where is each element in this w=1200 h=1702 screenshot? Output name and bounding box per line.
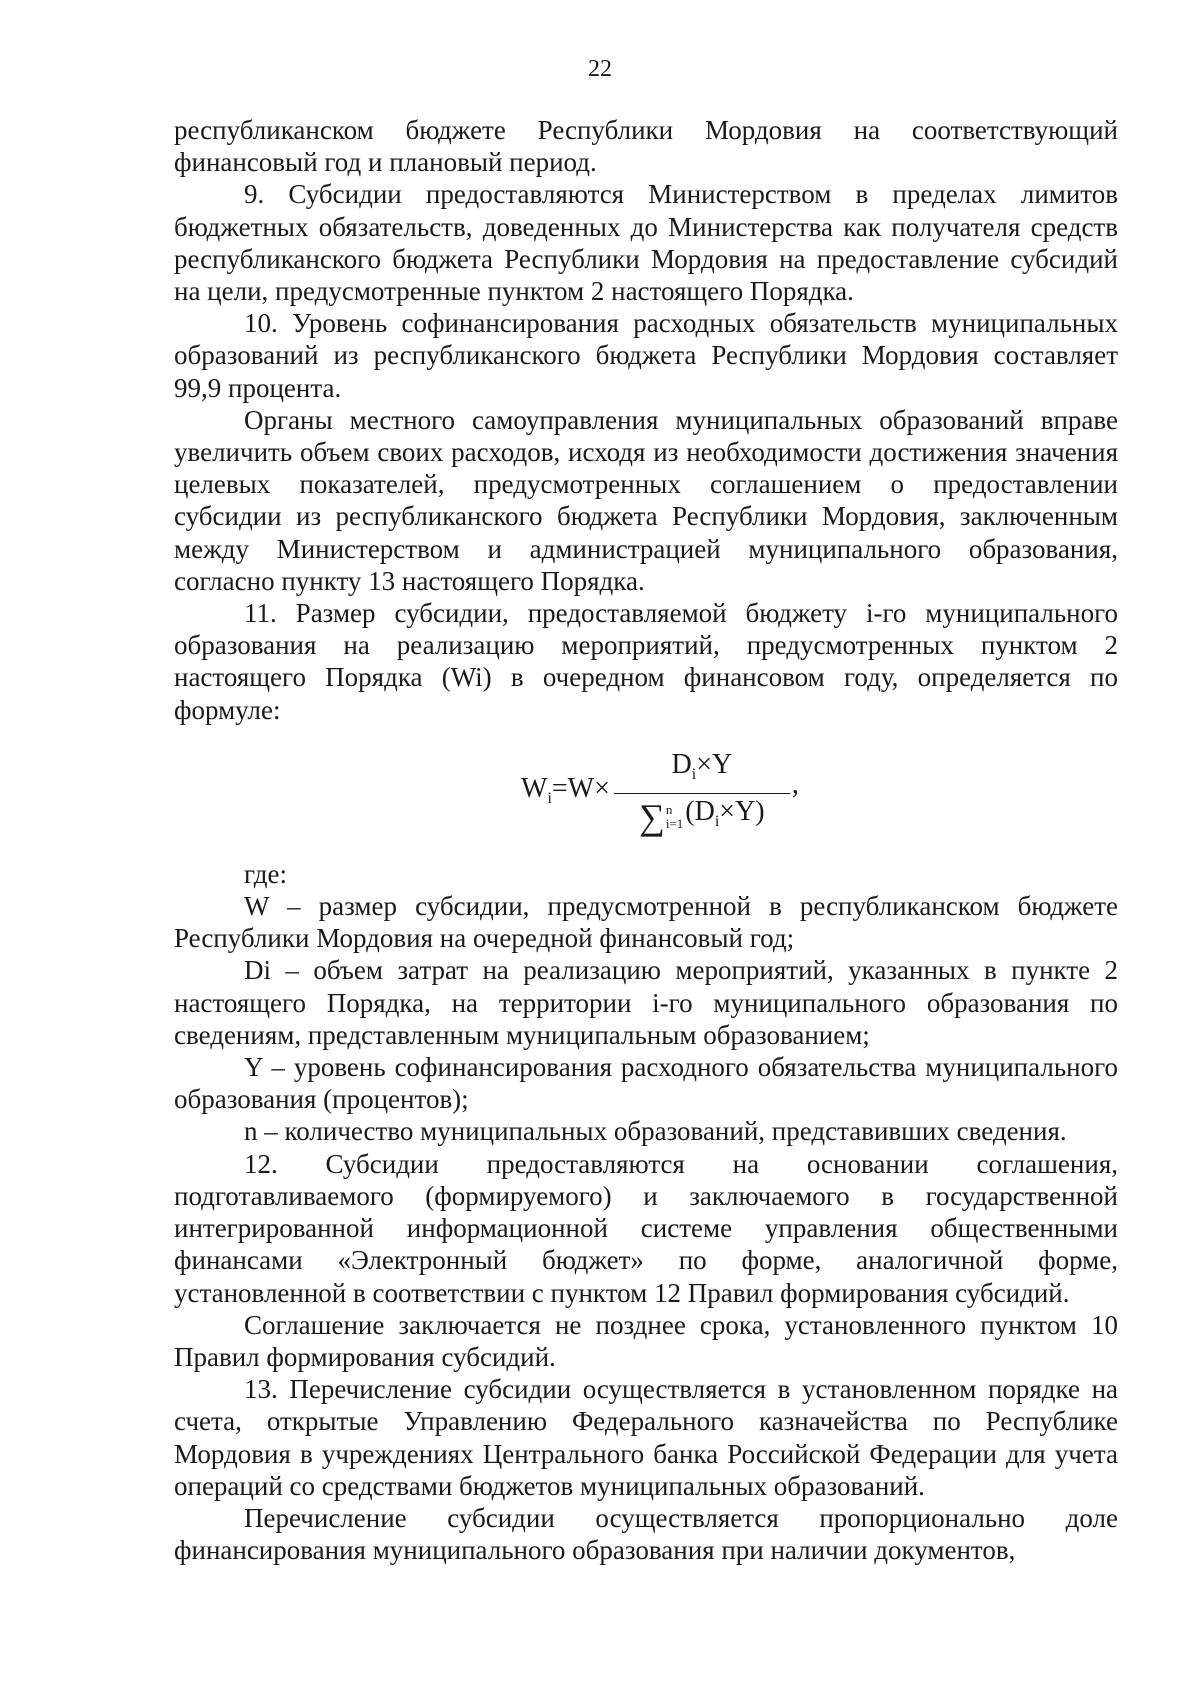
formula-numerator [664,749,741,793]
formula-denominator [639,794,764,838]
paragraph: 10. Уровень софинансирования расходных обязательств муниципальных образований из республиканского бюджета Республики Мордовия составляет 99,9 процента. [174,308,1118,403]
formula-lhs-sub: i [547,789,552,807]
sigma-symbol: ∑ [639,797,665,838]
paragraphs-after-formula [174,858,1118,1566]
paragraph: Перечисление субсидии осуществляется пропорционально доле финансирования муниципального образования при наличии документов, [174,1502,1118,1566]
formula-expression [521,744,799,844]
paragraph: Органы местного самоуправления муниципальных образований вправе увеличить объем своих расходов, исходя из необходимости достижения значения целевых показателей, предусмотренных соглашением о предоставлении субсидии из республиканского бюджета Республики Мордовия, заключенным между Министерством и администрацией муниципального образования, согласно пункту 13 настоящего Порядка. [174,404,1118,596]
paragraphs-before-formula [174,114,1118,726]
paragraph: Di – объем затрат на реализацию мероприятий, указанных в пункте 2 настоящего Порядка, на территории i-го муниципального образования по сведениям, представленным муниципальным образованием; [174,955,1118,1050]
sigma-lower: i=1 [665,816,684,832]
numerator-sub: i [691,766,697,784]
denominator-open: (D [685,796,715,828]
denominator-expression [685,796,764,838]
formula-lhs [521,773,614,815]
formula-lhs-main: W [521,772,548,804]
paragraph: 9. Субсидии предоставляются Министерством в пределах лимитов бюджетных обязательств, доведенных до Министерства как получателя средств республиканского бюджета Республики Мордовия на предоставление субсидий на цели, предусмотренные пунктом 2 настоящего Порядка. [174,179,1118,307]
paragraph: 11. Размер субсидии, предоставляемой бюджету i-го муниципального образования на реализацию мероприятий, предусмотренных пунктом 2 настоящего Порядка (Wi) в очередном финансовом году, определяется по формуле: [174,598,1118,725]
paragraph: W – размер субсидии, предусмотренной в республиканском бюджете Республики Мордовия на очередной финансовый год; [174,891,1118,954]
paragraph: 12. Субсидии предоставляются на основании соглашения, подготавливаемого (формируемого) и заключаемого в государственной интегрированной информационной системе управления общественными финансами «Электронный бюджет» по форме, аналогичной форме, установленной в соответствии с пунктом 12 Правил формирования субсидий. [174,1148,1118,1308]
sigma-upper: n [665,802,673,818]
formula-trailing-comma: , [791,768,799,800]
denominator-rest: ×Y) [719,796,765,828]
subsidy-formula [174,736,1118,854]
paragraph: республиканском бюджете Республики Мордовия на соответствующий финансовый год и плановый период. [174,115,1118,178]
numerator-main: D [671,749,692,781]
paragraph: Соглашение заключается не позднее срока, установленного пунктом 10 Правил формирования субсидий. [174,1309,1118,1372]
page-number: 22 [588,56,612,82]
paragraph: Y – уровень софинансирования расходного обязательства муниципального образования (процентов); [174,1052,1118,1115]
sigma-limits [666,803,683,831]
paragraph: n – количество муниципальных образований, представивших сведения. [244,1116,1067,1147]
paragraph: 13. Перечисление субсидии осуществляется в установленном порядке на счета, открытые Управлению Федерального казначейства по Республике Мордовия в учреждениях Центрального банка Российской Федерации для учета операций со средствами бюджетов муниципальных образований. [174,1374,1118,1501]
formula-equals: =W× [551,772,610,804]
paragraph: где: [244,858,287,889]
numerator-rest: ×Y [696,749,733,781]
formula-fraction [614,749,790,838]
denominator-sub: i [714,813,720,831]
document-body [174,114,1118,1566]
